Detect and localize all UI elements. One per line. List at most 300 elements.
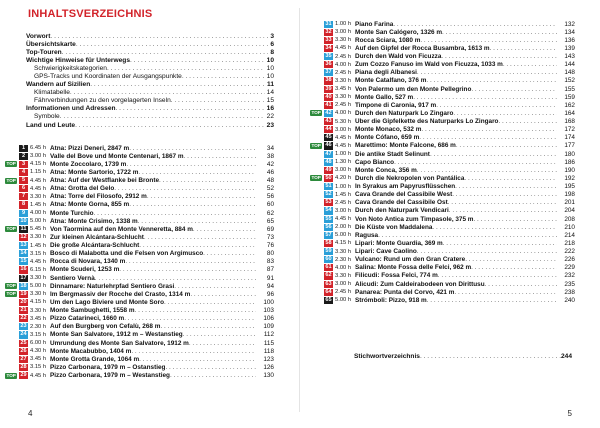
toc-entry[interactable] [26, 122, 274, 130]
tour-entry[interactable] [305, 101, 575, 109]
leader-dots [503, 61, 557, 68]
tour-page: 162 [564, 101, 575, 109]
tour-title-wrap [355, 224, 557, 231]
toc-entry[interactable] [26, 81, 274, 89]
tour-entry[interactable] [305, 264, 575, 272]
leader-dots [159, 177, 256, 184]
badge-zone [0, 282, 18, 290]
tour-title-wrap [50, 331, 256, 338]
tour-title: Ätna: Auf der Westflanke bei Bronte [50, 177, 160, 185]
leader-dots [456, 142, 557, 149]
tour-entry[interactable] [0, 201, 274, 209]
leader-dots [50, 33, 268, 41]
tour-duration: 2.45 h [335, 69, 352, 76]
tour-title-wrap [50, 323, 256, 330]
tour-entry[interactable] [0, 185, 274, 193]
tour-page: 152 [564, 77, 575, 85]
leader-dots [420, 353, 561, 360]
leader-dots [436, 102, 557, 109]
tour-entry[interactable] [305, 77, 575, 85]
badge-zone [305, 256, 323, 264]
badge-zone [305, 126, 323, 134]
leader-dots [94, 210, 256, 217]
tour-title: Auf den Gipfel der Rocca Busambra, 1613 m [355, 44, 490, 52]
badge-zone [0, 209, 18, 217]
leader-dots [421, 126, 557, 133]
leader-dots [427, 297, 557, 304]
tour-entry[interactable] [305, 166, 575, 174]
tour-duration: 5.00 h [30, 218, 47, 225]
tour-duration: 5.00 h [30, 283, 47, 290]
leader-dots [139, 356, 256, 363]
tour-title-wrap [355, 118, 557, 125]
tour-title-wrap [355, 29, 557, 36]
tour-page: 87 [266, 266, 274, 274]
leader-dots [164, 299, 256, 306]
tour-duration: 1.00 h [335, 21, 352, 28]
toc-entry[interactable] [26, 65, 274, 73]
toc-entry-page: 10 [266, 73, 274, 81]
tour-entry[interactable] [0, 233, 274, 241]
leader-dots [442, 29, 557, 36]
tour-duration: 4.15 h [335, 240, 352, 247]
top-badge: TOP [6, 372, 16, 378]
tour-number-badge: 60 [325, 256, 332, 263]
tour-duration: 4.30 h [30, 348, 47, 355]
tour-duration: 6.00 h [30, 340, 47, 347]
tour-entry[interactable] [305, 183, 575, 191]
badge-zone [305, 109, 323, 117]
toc-entry[interactable] [26, 113, 274, 121]
toc-entry-page: 10 [266, 65, 274, 73]
tour-title-wrap [355, 199, 557, 206]
tour-entry[interactable] [305, 28, 575, 36]
tour-entry[interactable] [0, 315, 274, 323]
toc-entry[interactable] [26, 89, 274, 97]
tour-number-badge: 57 [325, 231, 332, 238]
tour-page: 100 [263, 298, 274, 306]
badge-zone [305, 174, 323, 182]
top-badge: TOP [311, 110, 321, 116]
tour-entry[interactable] [0, 217, 274, 225]
toc-entry[interactable] [26, 57, 274, 65]
toc-list [26, 33, 274, 130]
tour-entry[interactable] [305, 248, 575, 256]
tour-entry[interactable] [305, 280, 575, 288]
toc-entry[interactable] [26, 33, 274, 41]
tour-title: Ätna: Grotta del Gelo [50, 185, 115, 193]
page-number-left: 4 [28, 409, 33, 418]
tour-page: 155 [564, 85, 575, 93]
tour-title-wrap [355, 37, 557, 44]
tour-number-badge: 58 [325, 239, 332, 246]
leader-dots [170, 372, 256, 379]
tour-entry[interactable] [305, 134, 575, 142]
tour-duration: 3.45 h [30, 315, 47, 322]
tour-page: 56 [266, 193, 274, 201]
tour-title: Um den Lago Biviere und Monte Soro [50, 298, 164, 306]
leader-dots [60, 113, 265, 121]
leader-dots [465, 256, 557, 263]
tour-number-badge: 42 [325, 109, 332, 116]
tour-entry[interactable] [305, 231, 575, 239]
tour-title-wrap [355, 159, 557, 166]
tour-number-badge: 49 [325, 166, 332, 173]
tour-duration: 5.00 h [335, 297, 352, 304]
tour-title-wrap [355, 21, 557, 28]
tour-number-badge: 52 [325, 191, 332, 198]
toc-entry-page: 22 [266, 113, 274, 121]
tour-duration: 3.15 h [30, 364, 47, 371]
leader-dots [182, 73, 265, 81]
leader-dots [144, 234, 256, 241]
tour-number-badge: 1 [19, 145, 28, 152]
tour-title: Pizzo Carbonara, 1979 m – Ostanstieg [50, 363, 166, 371]
leader-dots [160, 323, 256, 330]
tour-duration: 1.45 h [30, 201, 47, 208]
tour-number-badge: 43 [325, 118, 332, 124]
top-badge: TOP [311, 175, 321, 181]
tour-title: Marettimo: Monte Falcone, 686 m [355, 142, 456, 150]
badge-zone [0, 339, 18, 347]
tour-page: 192 [564, 174, 575, 182]
tour-duration: 3.30 h [335, 37, 352, 44]
badge-zone [305, 199, 323, 207]
leader-dots [393, 21, 557, 28]
toc-entry-page: 16 [266, 105, 274, 113]
toc-entry[interactable] [26, 97, 274, 105]
tour-entry[interactable] [305, 118, 575, 126]
tour-page: 222 [564, 248, 575, 256]
tour-number-badge: 47 [325, 150, 332, 157]
tour-number-badge: 20 [20, 298, 27, 305]
tour-number-badge: 36 [325, 61, 332, 68]
tour-title: Zum Cozzo Fanuso im Wald von Ficuzza, 1033 m [355, 61, 503, 69]
tour-title-wrap [355, 183, 557, 190]
tour-page: 177 [564, 142, 575, 150]
tour-duration: 3.15 h [30, 331, 47, 338]
tour-entry[interactable] [305, 20, 575, 28]
tour-number-badge: 61 [325, 264, 332, 271]
tour-entry[interactable] [0, 258, 274, 266]
toc-entry-label: Vorwort [26, 33, 51, 40]
tour-duration: 4.45 h [335, 134, 352, 141]
leader-dots [165, 364, 256, 371]
tour-page: 38 [266, 152, 274, 160]
tour-page: 204 [564, 207, 575, 215]
tour-number-badge: 10 [20, 217, 27, 224]
badge-zone [0, 307, 18, 315]
tour-entry[interactable] [305, 44, 575, 52]
tour-entry[interactable] [305, 69, 575, 77]
tour-entry[interactable] [0, 323, 274, 331]
tour-title-wrap [50, 291, 256, 298]
tour-title-wrap [50, 210, 256, 217]
leader-dots [147, 193, 256, 200]
toc-entry-page: 8 [270, 49, 274, 57]
tour-entry[interactable] [0, 372, 274, 380]
badge-zone [305, 69, 323, 77]
leader-dots [430, 151, 557, 158]
tour-entry[interactable] [305, 256, 575, 264]
tour-entry[interactable] [0, 225, 274, 233]
tour-number-badge: 29 [20, 372, 27, 378]
top-badge: TOP [6, 283, 16, 289]
tour-title: Strómboli: Pizzo, 918 m [355, 296, 427, 304]
tour-entry[interactable] [0, 290, 274, 298]
tour-page: 210 [564, 223, 575, 231]
tour-page: 94 [266, 282, 274, 290]
tour-title: Die antike Stadt Selinunt [355, 150, 430, 158]
tour-title: Monte Conca, 356 m [355, 166, 417, 174]
tour-duration: 2.45 h [335, 199, 352, 206]
leader-dots [138, 169, 256, 176]
tour-title: Ätna: Monte Gorna, 855 m [50, 201, 130, 209]
tour-number-badge: 13 [20, 242, 27, 248]
badge-zone [305, 158, 323, 166]
tour-entry[interactable] [305, 207, 575, 215]
tour-number-badge: 2 [19, 153, 28, 160]
badge-zone [0, 144, 18, 152]
toc-entry-label: Symbole [34, 113, 60, 121]
tour-number-badge: 62 [325, 272, 332, 279]
leader-dots [452, 191, 557, 198]
tour-title-wrap [355, 86, 557, 93]
tour-page: 164 [564, 109, 575, 117]
tour-page: 235 [564, 280, 575, 288]
tour-duration: 1.15 h [30, 169, 47, 176]
badge-zone [305, 101, 323, 109]
tour-entry[interactable] [305, 53, 575, 61]
page-title: INHALTSVERZEICHNIS [28, 8, 153, 20]
tour-title-wrap [50, 283, 256, 290]
tour-entry[interactable] [305, 239, 575, 247]
tour-list-right [305, 20, 575, 304]
tour-number-badge: 3 [19, 161, 28, 168]
tour-entry[interactable] [305, 85, 575, 93]
badge-zone [0, 323, 18, 331]
tour-entry[interactable] [0, 274, 274, 282]
tour-number-badge: 45 [325, 134, 332, 141]
tour-page: 103 [263, 307, 274, 315]
tour-number-badge: 65 [325, 296, 332, 303]
tour-title-wrap [50, 226, 256, 233]
tour-entry[interactable] [0, 331, 274, 339]
tour-title-wrap [355, 167, 557, 174]
leader-dots [394, 159, 557, 166]
tour-page: 186 [564, 158, 575, 166]
tour-number-badge: 11 [20, 225, 27, 232]
tour-title-wrap [50, 242, 256, 249]
tour-entry[interactable] [0, 250, 274, 258]
tour-entry[interactable] [0, 307, 274, 315]
tour-number-badge: 46 [325, 142, 332, 149]
tour-title: Ragusa [355, 231, 379, 239]
badge-zone [305, 20, 323, 28]
tour-entry[interactable] [305, 223, 575, 231]
tour-title: Sentiero Vernà [50, 274, 95, 282]
tour-entry[interactable] [0, 152, 274, 160]
tour-entry[interactable] [305, 296, 575, 304]
toc-entry[interactable] [26, 73, 274, 81]
toc-entry-label: Top-Touren [26, 49, 62, 57]
tour-title-wrap [50, 161, 256, 168]
tour-entry[interactable] [0, 209, 274, 217]
tour-title-wrap [50, 218, 256, 225]
leader-dots [453, 110, 557, 117]
badge-zone [305, 44, 323, 52]
tour-number-badge: 54 [325, 207, 332, 214]
tour-title: Durch die Nekropolen von Pantálica [355, 174, 465, 182]
tour-title: Auf den Burgberg von Cefalù, 268 m [50, 323, 161, 331]
tour-entry[interactable] [305, 93, 575, 101]
tour-entry[interactable] [305, 191, 575, 199]
tour-entry[interactable] [305, 142, 575, 150]
tour-entry[interactable] [305, 158, 575, 166]
tour-title-wrap [355, 232, 557, 239]
tour-title: Salina: Monte Fossa delle Felci, 962 m [355, 264, 472, 272]
toc-entry-page: 6 [270, 41, 274, 49]
tour-page: 159 [564, 93, 575, 101]
tour-title-wrap [355, 264, 557, 271]
badge-zone [0, 201, 18, 209]
tour-entry[interactable] [305, 36, 575, 44]
tour-entry[interactable] [0, 242, 274, 250]
tour-title: Monte Scuderi, 1253 m [50, 266, 120, 274]
tour-title: Pizzo Carbonara, 1979 m – Westanstieg [50, 372, 170, 380]
tour-number-badge: 41 [325, 101, 332, 108]
tour-number-badge: 31 [325, 20, 332, 27]
tour-entry[interactable] [305, 174, 575, 182]
tour-title: Bosco di Malabotta und die Felsen von Argimusco [50, 250, 204, 258]
tour-title-wrap [50, 364, 256, 371]
badge-zone [0, 290, 18, 298]
tour-entry[interactable] [0, 193, 274, 201]
tour-page: 48 [266, 177, 274, 185]
tour-title-wrap [355, 134, 557, 141]
badge-zone [305, 28, 323, 36]
tour-title-wrap [355, 102, 557, 109]
tour-number-badge: 18 [20, 282, 27, 289]
tour-entry[interactable] [305, 272, 575, 280]
toc-entry-page: 15 [266, 97, 274, 105]
tour-title: Cava Grande del Cassibile Ost [355, 199, 448, 207]
toc-entry[interactable] [26, 105, 274, 113]
tour-number-badge: 4 [19, 169, 28, 176]
leader-dots [417, 167, 557, 174]
tour-page: 134 [564, 28, 575, 36]
tour-entry[interactable] [0, 282, 274, 290]
tour-duration: 2.30 h [335, 256, 352, 263]
tour-number-badge: 8 [19, 201, 28, 208]
tour-entry[interactable] [0, 298, 274, 306]
tour-entry[interactable] [0, 355, 274, 363]
tour-number-badge: 26 [20, 347, 27, 354]
tour-entry[interactable] [305, 126, 575, 134]
tour-number-badge: 14 [20, 250, 27, 257]
tour-title-wrap [50, 185, 256, 192]
badge-zone [305, 53, 323, 61]
badge-zone [305, 142, 323, 150]
tour-entry[interactable] [305, 109, 575, 117]
stichwort-entry[interactable] [354, 353, 572, 360]
toc-entry-page: 10 [266, 57, 274, 65]
tour-number-badge: 22 [20, 315, 27, 322]
badge-zone [305, 264, 323, 272]
tour-page: 218 [564, 239, 575, 247]
leader-dots [76, 41, 268, 49]
leader-dots [449, 207, 557, 214]
tour-number-badge: 24 [20, 331, 27, 338]
tour-entry[interactable] [305, 61, 575, 69]
stichwort-label: Stichwortverzeichnis [354, 353, 420, 360]
tour-title-wrap [50, 258, 256, 265]
leader-dots [138, 218, 256, 225]
leader-dots [130, 57, 265, 65]
toc-entry-label: Schwierigkeitskategorien [34, 65, 107, 73]
tour-page: 208 [564, 215, 575, 223]
tour-entry[interactable] [0, 160, 274, 168]
leader-dots [471, 264, 557, 271]
tour-page: 60 [266, 201, 274, 209]
tour-duration: 3.30 h [30, 291, 47, 298]
tour-duration: 3.00 h [335, 167, 352, 174]
tour-entry[interactable] [305, 288, 575, 296]
tour-entry[interactable] [0, 363, 274, 371]
toc-entry[interactable] [26, 41, 274, 49]
badge-zone [305, 85, 323, 93]
tour-page: 132 [564, 20, 575, 28]
tour-entry[interactable] [0, 144, 274, 152]
tour-entry[interactable] [305, 150, 575, 158]
tour-number-badge: 15 [20, 258, 27, 265]
tour-entry[interactable] [0, 339, 274, 347]
tour-title-wrap [50, 153, 256, 160]
tour-entry[interactable] [305, 215, 575, 223]
badge-zone [305, 166, 323, 174]
tour-page: 214 [564, 231, 575, 239]
tour-duration: 1.45 h [335, 191, 352, 198]
tour-entry[interactable] [0, 347, 274, 355]
tour-title: Über die Gipfelkette des Naturparks Lo Zingaro [355, 118, 499, 126]
tour-entry[interactable] [0, 168, 274, 176]
tour-title-wrap [50, 356, 256, 363]
tour-number-badge: 12 [20, 233, 27, 240]
tour-duration: 3.30 h [335, 94, 352, 101]
toc-entry-label: Informationen und Adressen [26, 105, 116, 113]
tour-title-wrap [355, 175, 557, 182]
tour-title: Monte San Salvatore, 1912 m – Westanstieg [50, 331, 183, 339]
tour-duration: 4.00 h [335, 61, 352, 68]
tour-page: 168 [564, 118, 575, 126]
tour-duration: 3.30 h [30, 275, 47, 282]
leader-dots [464, 175, 557, 182]
leader-dots [119, 266, 256, 273]
tour-title: Ätna: Monte Crisimo, 1338 m [50, 217, 138, 225]
tour-entry[interactable] [0, 266, 274, 274]
tour-entry[interactable] [0, 177, 274, 185]
leader-dots [193, 226, 256, 233]
tour-entry[interactable] [305, 199, 575, 207]
tour-duration: 4.00 h [335, 264, 352, 271]
tour-title-wrap [355, 45, 557, 52]
toc-entry[interactable] [26, 49, 274, 57]
page-divider [299, 8, 300, 412]
tour-number-badge: 63 [325, 280, 332, 287]
tour-duration: 4.15 h [30, 161, 47, 168]
tour-number-badge: 55 [325, 215, 332, 222]
toc-entry-page: 11 [267, 81, 274, 89]
